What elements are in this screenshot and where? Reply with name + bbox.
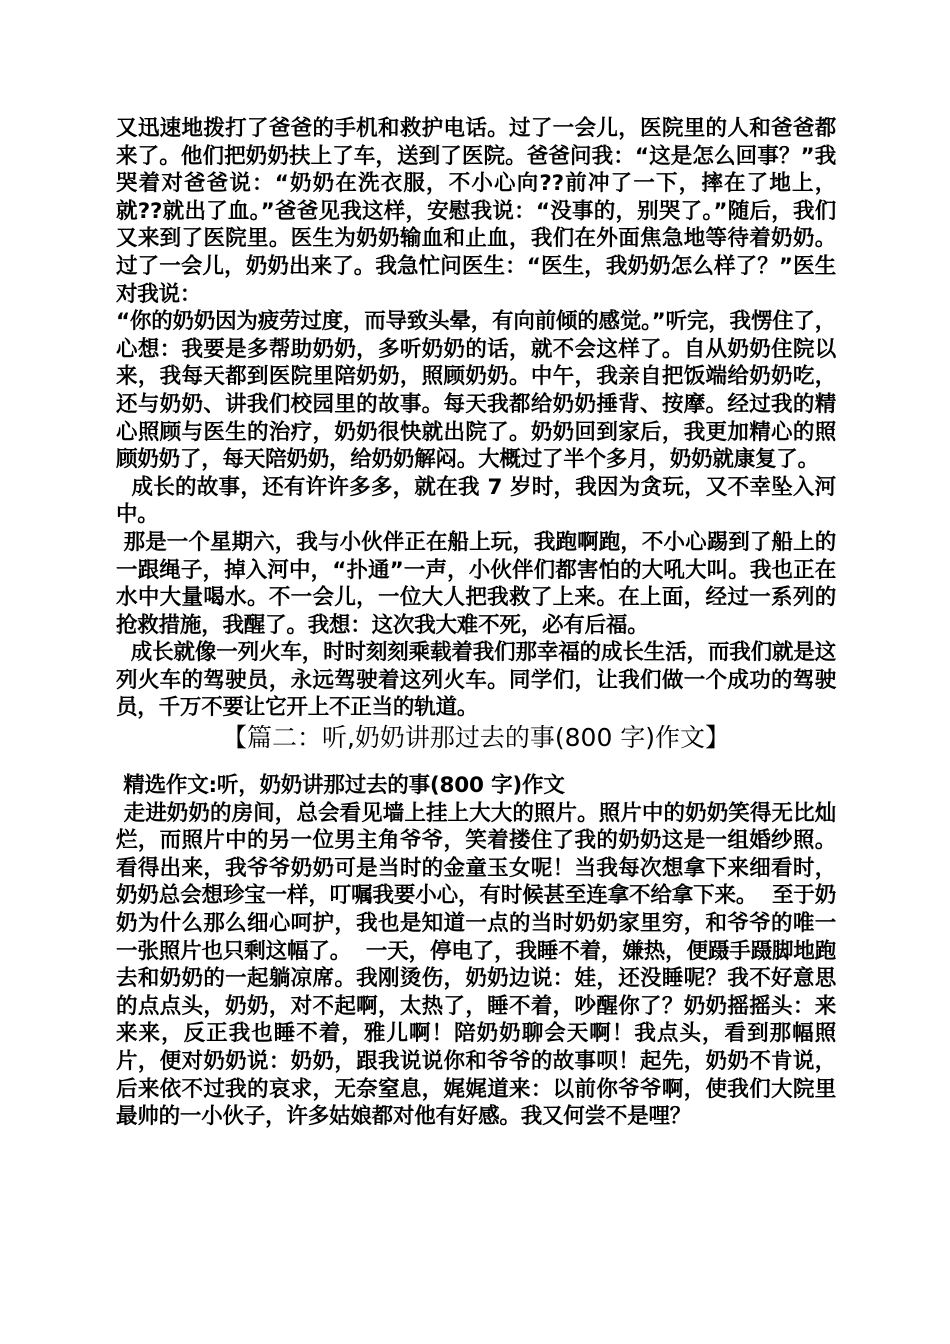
section-heading: 【篇二：听,奶奶讲那过去的事(800 字)作文】 xyxy=(221,723,731,753)
document-page xyxy=(116,115,836,1131)
spacer xyxy=(116,754,836,772)
paragraph: 成长就像一列火车，时时刻刻乘载着我们那幸福的成长生活，而我们就是这列火车的驾驶员，永远驾驶着这列火车。同学们，让我们做一个成功的驾驶员，千万不要让它开上不正当的轨道。 xyxy=(116,640,836,721)
paragraph: “你的奶奶因为疲劳过度，而导致头晕，有向前倾的感觉。”听完，我愣住了，心想：我要是多帮助奶奶，多听奶奶的话，就不会这样了。自从奶奶住院以来，我每天都到医院里陪奶奶，照顾奶奶。中午，我亲自把饭端给奶奶吃，还与奶奶、讲我们校园里的故事。每天我都给奶奶捶背、按摩。经过我的精心照顾与医生的治疗，奶奶很快就出院了。奶奶回到家后，我更加精心的照顾奶奶了，每天陪奶奶，给奶奶解闷。大概过了半个多月，奶奶就康复了。 xyxy=(116,309,837,473)
paragraph: 又迅速地拨打了爸爸的手机和救护电话。过了一会儿，医院里的人和爸爸都来了。他们把奶奶扶上了车，送到了医院。爸爸问我：“这是怎么回事？”我哭着对爸爸说：“奶奶在洗衣服，不小心向??前冲了一下，摔在了地上，就??就出了血。”爸爸见我这样，安慰我说：“没事的，别哭了。”随后，我们又来到了医院里。医生为奶奶输血和止血，我们在外面焦急地等待着奶奶。过了一会儿，奶奶出来了。我急忙问医生：“医生，我奶奶怎么样了？”医生对我说： xyxy=(116,116,836,307)
paragraph: 那是一个星期六，我与小伙伴正在船上玩，我跑啊跑，不小心踢到了船上的一跟绳子，掉入河中，“扑通”一声，小伙伴们都害怕的大吼大叫。我也正在水中大量喝水。不一会儿，一位大人把我救了上来。在上面，经过一系列的抢救措施，我醒了。我想：这次我大难不死，必有后福。 xyxy=(116,529,836,638)
paragraph: 精选作文:听，奶奶讲那过去的事(800 字)作文 xyxy=(116,773,565,799)
paragraph: 成长的故事，还有许许多多，就在我 7 岁时，我因为贪玩，又不幸坠入河中。 xyxy=(116,474,836,528)
paragraph: 走进奶奶的房间，总会看见墙上挂上大大的照片。照片中的奶奶笑得无比灿烂，而照片中的另一位男主角爷爷，笑着搂住了我的奶奶这是一组婚纱照。看得出来，我爷爷奶奶可是当时的金童玉女呢！当我每次想拿下来细看时，奶奶总会想珍宝一样，叮嘱我要小心，有时候甚至连拿不给拿下来。 至于奶奶为什么那么细心呵护，我也是知道一点的当时奶奶家里穷，和爷爷的唯一一张照片也只剩这幅了。 一天，停电了，我睡不着，嫌热，便蹑手蹑脚地跑去和奶奶的一起躺凉席。我刚烫伤，奶奶边说：娃，还没睡呢？我不好意思的点点头，奶奶，对不起啊，太热了，睡不着，吵醒你了？奶奶摇摇头：来来来，反正我也睡不着，雅儿啊！陪奶奶聊会天啊！我点头，看到那幅照片，便对奶奶说：奶奶，跟我说说你和爷爷的故事呗！起先，奶奶不肯说，后来依不过我的哀求，无奈窒息，娓娓道来：以前你爷爷啊，使我们大院里最帅的一小伙子，许多姑娘都对他有好感。我又何尝不是哩？ xyxy=(116,800,836,1130)
